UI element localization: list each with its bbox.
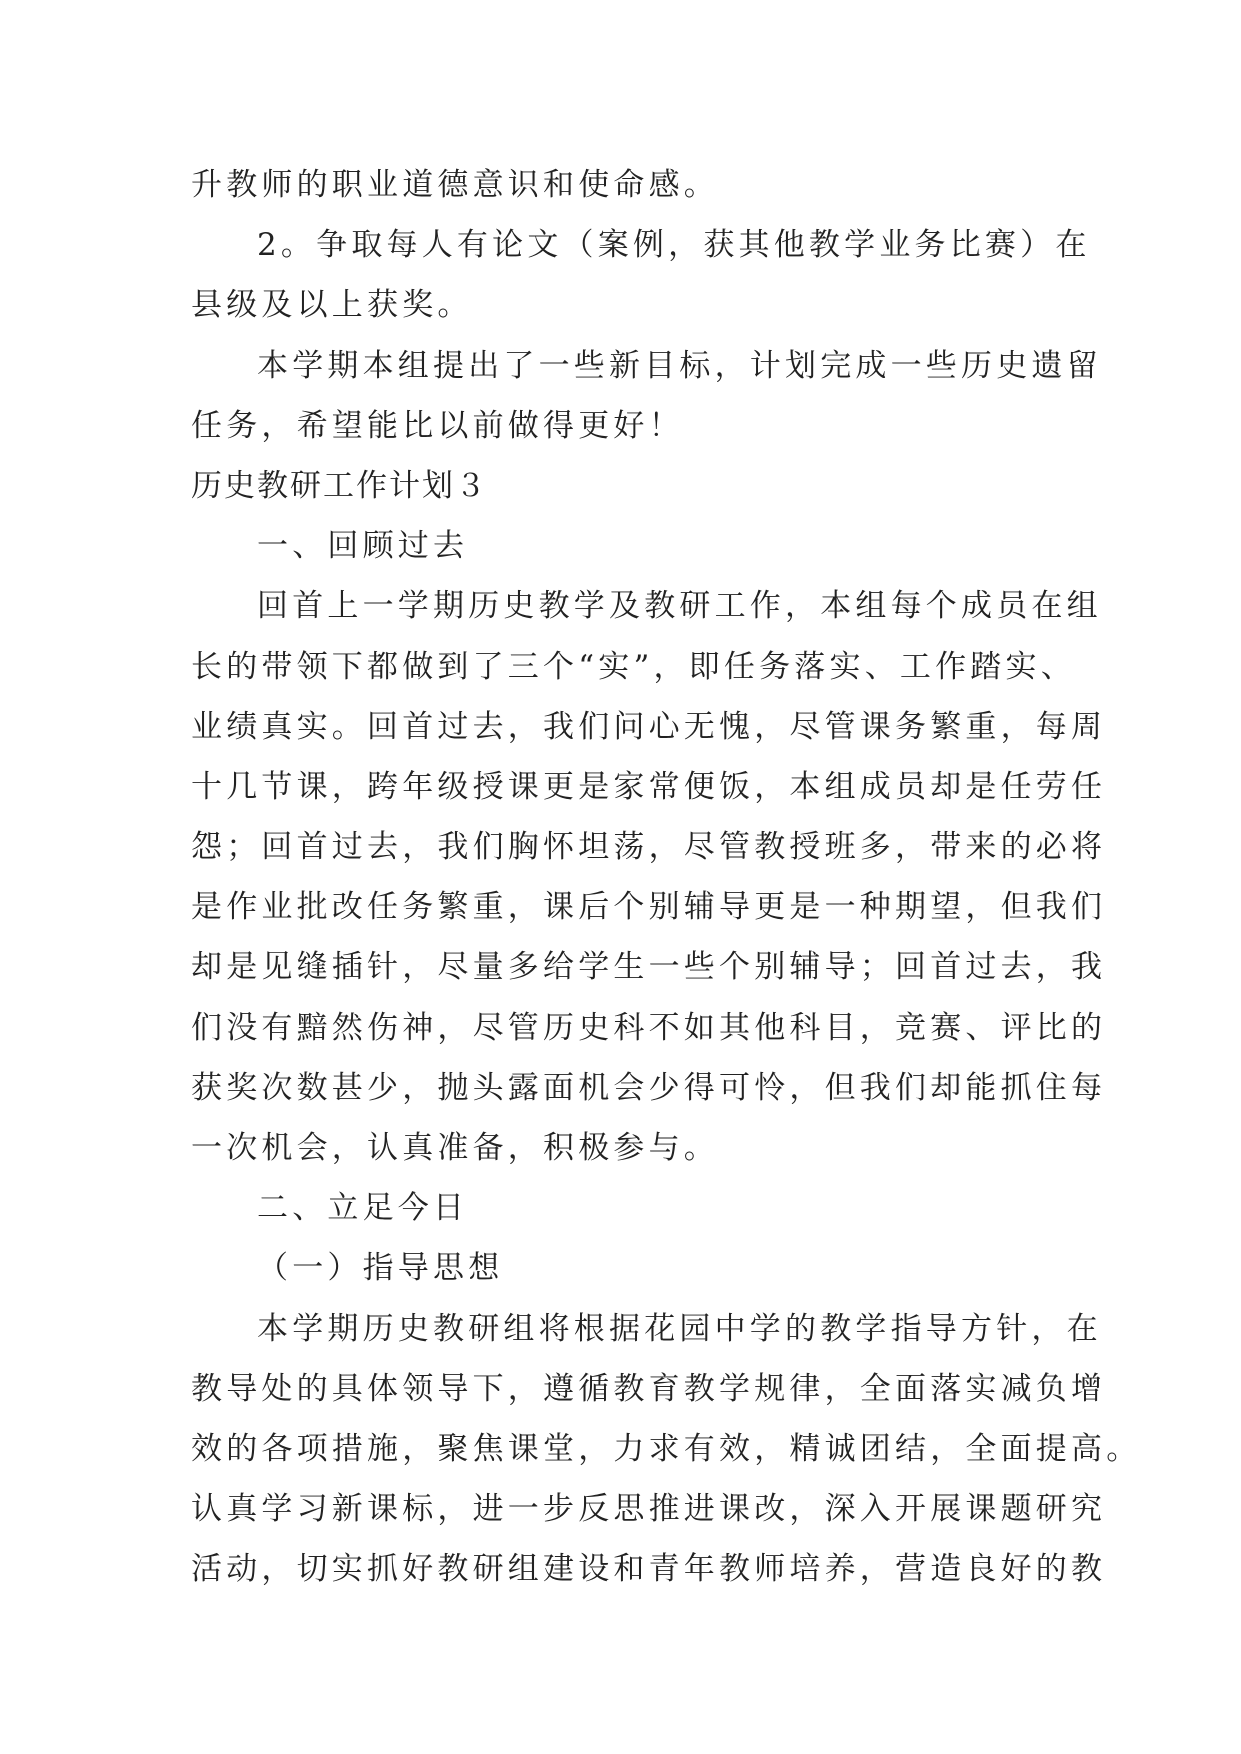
paragraph-line: 却是见缝插针，尽量多给学生一些个别辅导；回首过去，我 bbox=[191, 949, 1107, 986]
paragraph-line: 任务，希望能比以前做得更好！ bbox=[191, 407, 684, 444]
paragraph-line: 长的带领下都做到了三个“实”，即任务落实、工作踏实、 bbox=[191, 648, 1076, 685]
paragraph-line: 们没有黯然伤神，尽管历史科不如其他科目，竞赛、评比的 bbox=[191, 1009, 1107, 1046]
section-heading: 二、立足今日 bbox=[257, 1190, 469, 1227]
paragraph-line: 是作业批改任务繁重，课后个别辅导更是一种期望，但我们 bbox=[191, 889, 1107, 926]
section-heading: 一、回顾过去 bbox=[257, 528, 469, 565]
paragraph-line: 回首上一学期历史教学及教研工作，本组每个成员在组 bbox=[257, 588, 1102, 625]
paragraph-line: 十几节课，跨年级授课更是家常便饭，本组成员却是任劳任 bbox=[191, 768, 1107, 805]
paragraph-line: 业绩真实。回首过去，我们问心无愧，尽管课务繁重，每周 bbox=[191, 708, 1107, 745]
subsection-heading: （一）指导思想 bbox=[257, 1250, 504, 1287]
paragraph-line: 效的各项措施，聚焦课堂，力求有效，精诚团结，全面提高。 bbox=[191, 1430, 1142, 1467]
paragraph-line: 县级及以上获奖。 bbox=[191, 287, 473, 324]
section-title: 历史教研工作计划３ bbox=[191, 467, 488, 504]
paragraph-line: 怨；回首过去，我们胸怀坦荡，尽管教授班多，带来的必将 bbox=[191, 829, 1107, 866]
paragraph-line: 2。争取每人有论文（案例，获其他教学业务比赛）在 bbox=[257, 227, 1091, 264]
paragraph-line: 本学期本组提出了一些新目标，计划完成一些历史遗留 bbox=[257, 347, 1102, 384]
paragraph-line: 升教师的职业道德意识和使命感。 bbox=[191, 167, 719, 203]
paragraph-line: 认真学习新课标，进一步反思推进课改，深入开展课题研究 bbox=[191, 1491, 1107, 1528]
paragraph-line: 一次机会，认真准备，积极参与。 bbox=[191, 1130, 719, 1166]
document-body bbox=[191, 155, 1142, 1600]
paragraph-line: 活动，切实抓好教研组建设和青年教师培养，营造良好的教 bbox=[191, 1551, 1107, 1588]
paragraph-line: 本学期历史教研组将根据花园中学的教学指导方针，在 bbox=[257, 1310, 1102, 1347]
paragraph-line: 获奖次数甚少，抛头露面机会少得可怜，但我们却能抓住每 bbox=[191, 1069, 1107, 1106]
paragraph-line: 教导处的具体领导下，遵循教育教学规律，全面落实减负增 bbox=[191, 1370, 1107, 1407]
